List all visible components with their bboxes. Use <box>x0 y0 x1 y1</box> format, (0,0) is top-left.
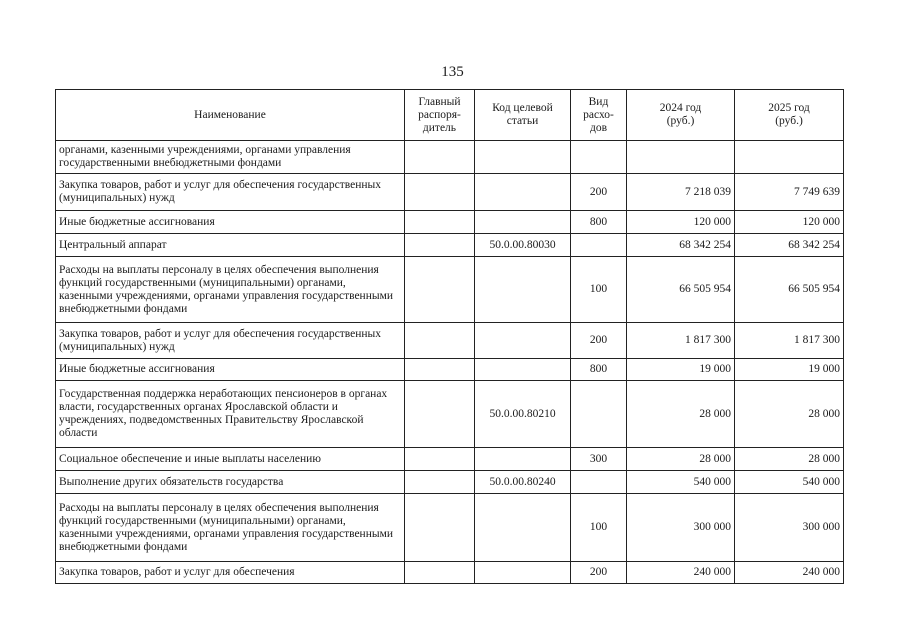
cell-name: Социальное обеспечение и иные выплаты населению <box>56 448 405 471</box>
cell-expense-kind: 100 <box>571 494 627 562</box>
cell-name: Иные бюджетные ассигнования <box>56 211 405 234</box>
cell-2025: 66 505 954 <box>735 257 844 323</box>
cell-name: Центральный аппарат <box>56 234 405 257</box>
cell-2025: 1 817 300 <box>735 323 844 359</box>
cell-target-code <box>475 494 571 562</box>
cell-target-code <box>475 359 571 381</box>
cell-target-code <box>475 323 571 359</box>
cell-main-manager <box>405 257 475 323</box>
cell-name: Закупка товаров, работ и услуг для обеспечения <box>56 562 405 584</box>
cell-2025: 240 000 <box>735 562 844 584</box>
cell-main-manager <box>405 141 475 174</box>
table-row <box>56 359 844 381</box>
cell-target-code <box>475 562 571 584</box>
cell-name: Расходы на выплаты персоналу в целях обеспечения выполнения функций государственными (муниципальными) органами, казенными учреждениями, органами управления государственными внебюджетными фондами <box>56 257 405 323</box>
cell-main-manager <box>405 234 475 257</box>
cell-expense-kind: 200 <box>571 323 627 359</box>
header-2024: 2024 год (руб.) <box>627 90 735 141</box>
cell-2024 <box>627 141 735 174</box>
cell-target-code <box>475 257 571 323</box>
cell-2025: 19 000 <box>735 359 844 381</box>
cell-name: Иные бюджетные ассигнования <box>56 359 405 381</box>
table-row <box>56 562 844 584</box>
cell-target-code: 50.0.00.80240 <box>475 471 571 494</box>
cell-main-manager <box>405 211 475 234</box>
cell-target-code <box>475 448 571 471</box>
cell-main-manager <box>405 448 475 471</box>
cell-main-manager <box>405 471 475 494</box>
cell-2024: 120 000 <box>627 211 735 234</box>
table-header-row <box>56 90 844 141</box>
budget-table <box>55 89 844 584</box>
cell-expense-kind: 300 <box>571 448 627 471</box>
cell-2024: 68 342 254 <box>627 234 735 257</box>
table-row <box>56 494 844 562</box>
cell-2025: 540 000 <box>735 471 844 494</box>
cell-2024: 7 218 039 <box>627 174 735 211</box>
cell-2024: 300 000 <box>627 494 735 562</box>
cell-target-code <box>475 141 571 174</box>
header-target-code: Код целевой статьи <box>475 90 571 141</box>
cell-2024: 540 000 <box>627 471 735 494</box>
cell-name: Закупка товаров, работ и услуг для обеспечения государственных (муниципальных) нужд <box>56 174 405 211</box>
header-main-manager: Главный распоря- дитель <box>405 90 475 141</box>
cell-target-code <box>475 174 571 211</box>
cell-main-manager <box>405 359 475 381</box>
table-row <box>56 381 844 448</box>
cell-expense-kind: 100 <box>571 257 627 323</box>
cell-2024: 1 817 300 <box>627 323 735 359</box>
cell-expense-kind: 800 <box>571 211 627 234</box>
cell-name: Выполнение других обязательств государства <box>56 471 405 494</box>
table-row <box>56 211 844 234</box>
cell-expense-kind <box>571 381 627 448</box>
page-number: 135 <box>441 64 464 80</box>
table-row <box>56 174 844 211</box>
cell-2025: 28 000 <box>735 448 844 471</box>
cell-main-manager <box>405 562 475 584</box>
cell-2024: 66 505 954 <box>627 257 735 323</box>
table-row <box>56 234 844 257</box>
cell-2025: 120 000 <box>735 211 844 234</box>
cell-main-manager <box>405 494 475 562</box>
cell-name: Закупка товаров, работ и услуг для обеспечения государственных (муниципальных) нужд <box>56 323 405 359</box>
cell-target-code: 50.0.00.80030 <box>475 234 571 257</box>
cell-name: Расходы на выплаты персоналу в целях обеспечения выполнения функций государственными (муниципальными) органами, казенными учреждениями, органами управления государственными внебюджетными фондами <box>56 494 405 562</box>
cell-expense-kind <box>571 234 627 257</box>
cell-main-manager <box>405 381 475 448</box>
table-row <box>56 471 844 494</box>
cell-2025 <box>735 141 844 174</box>
cell-expense-kind <box>571 471 627 494</box>
cell-target-code <box>475 211 571 234</box>
cell-expense-kind: 800 <box>571 359 627 381</box>
cell-name: Государственная поддержка неработающих пенсионеров в органах власти, государственных органах Ярославской области и учреждениях, подведомственных Правительству Ярославской области <box>56 381 405 448</box>
cell-2025: 300 000 <box>735 494 844 562</box>
cell-2025: 28 000 <box>735 381 844 448</box>
cell-2024: 19 000 <box>627 359 735 381</box>
cell-expense-kind <box>571 141 627 174</box>
cell-2025: 7 749 639 <box>735 174 844 211</box>
header-2025: 2025 год (руб.) <box>735 90 844 141</box>
header-name: Наименование <box>56 90 405 141</box>
table-row <box>56 257 844 323</box>
cell-main-manager <box>405 174 475 211</box>
table-row <box>56 141 844 174</box>
cell-expense-kind: 200 <box>571 174 627 211</box>
header-expense-kind: Вид расхо- дов <box>571 90 627 141</box>
cell-2024: 240 000 <box>627 562 735 584</box>
cell-2024: 28 000 <box>627 448 735 471</box>
cell-2025: 68 342 254 <box>735 234 844 257</box>
cell-2024: 28 000 <box>627 381 735 448</box>
table-row <box>56 323 844 359</box>
cell-expense-kind: 200 <box>571 562 627 584</box>
cell-target-code: 50.0.00.80210 <box>475 381 571 448</box>
table-row <box>56 448 844 471</box>
cell-name: органами, казенными учреждениями, органами управления государственными внебюджетными фондами <box>56 141 405 174</box>
cell-main-manager <box>405 323 475 359</box>
